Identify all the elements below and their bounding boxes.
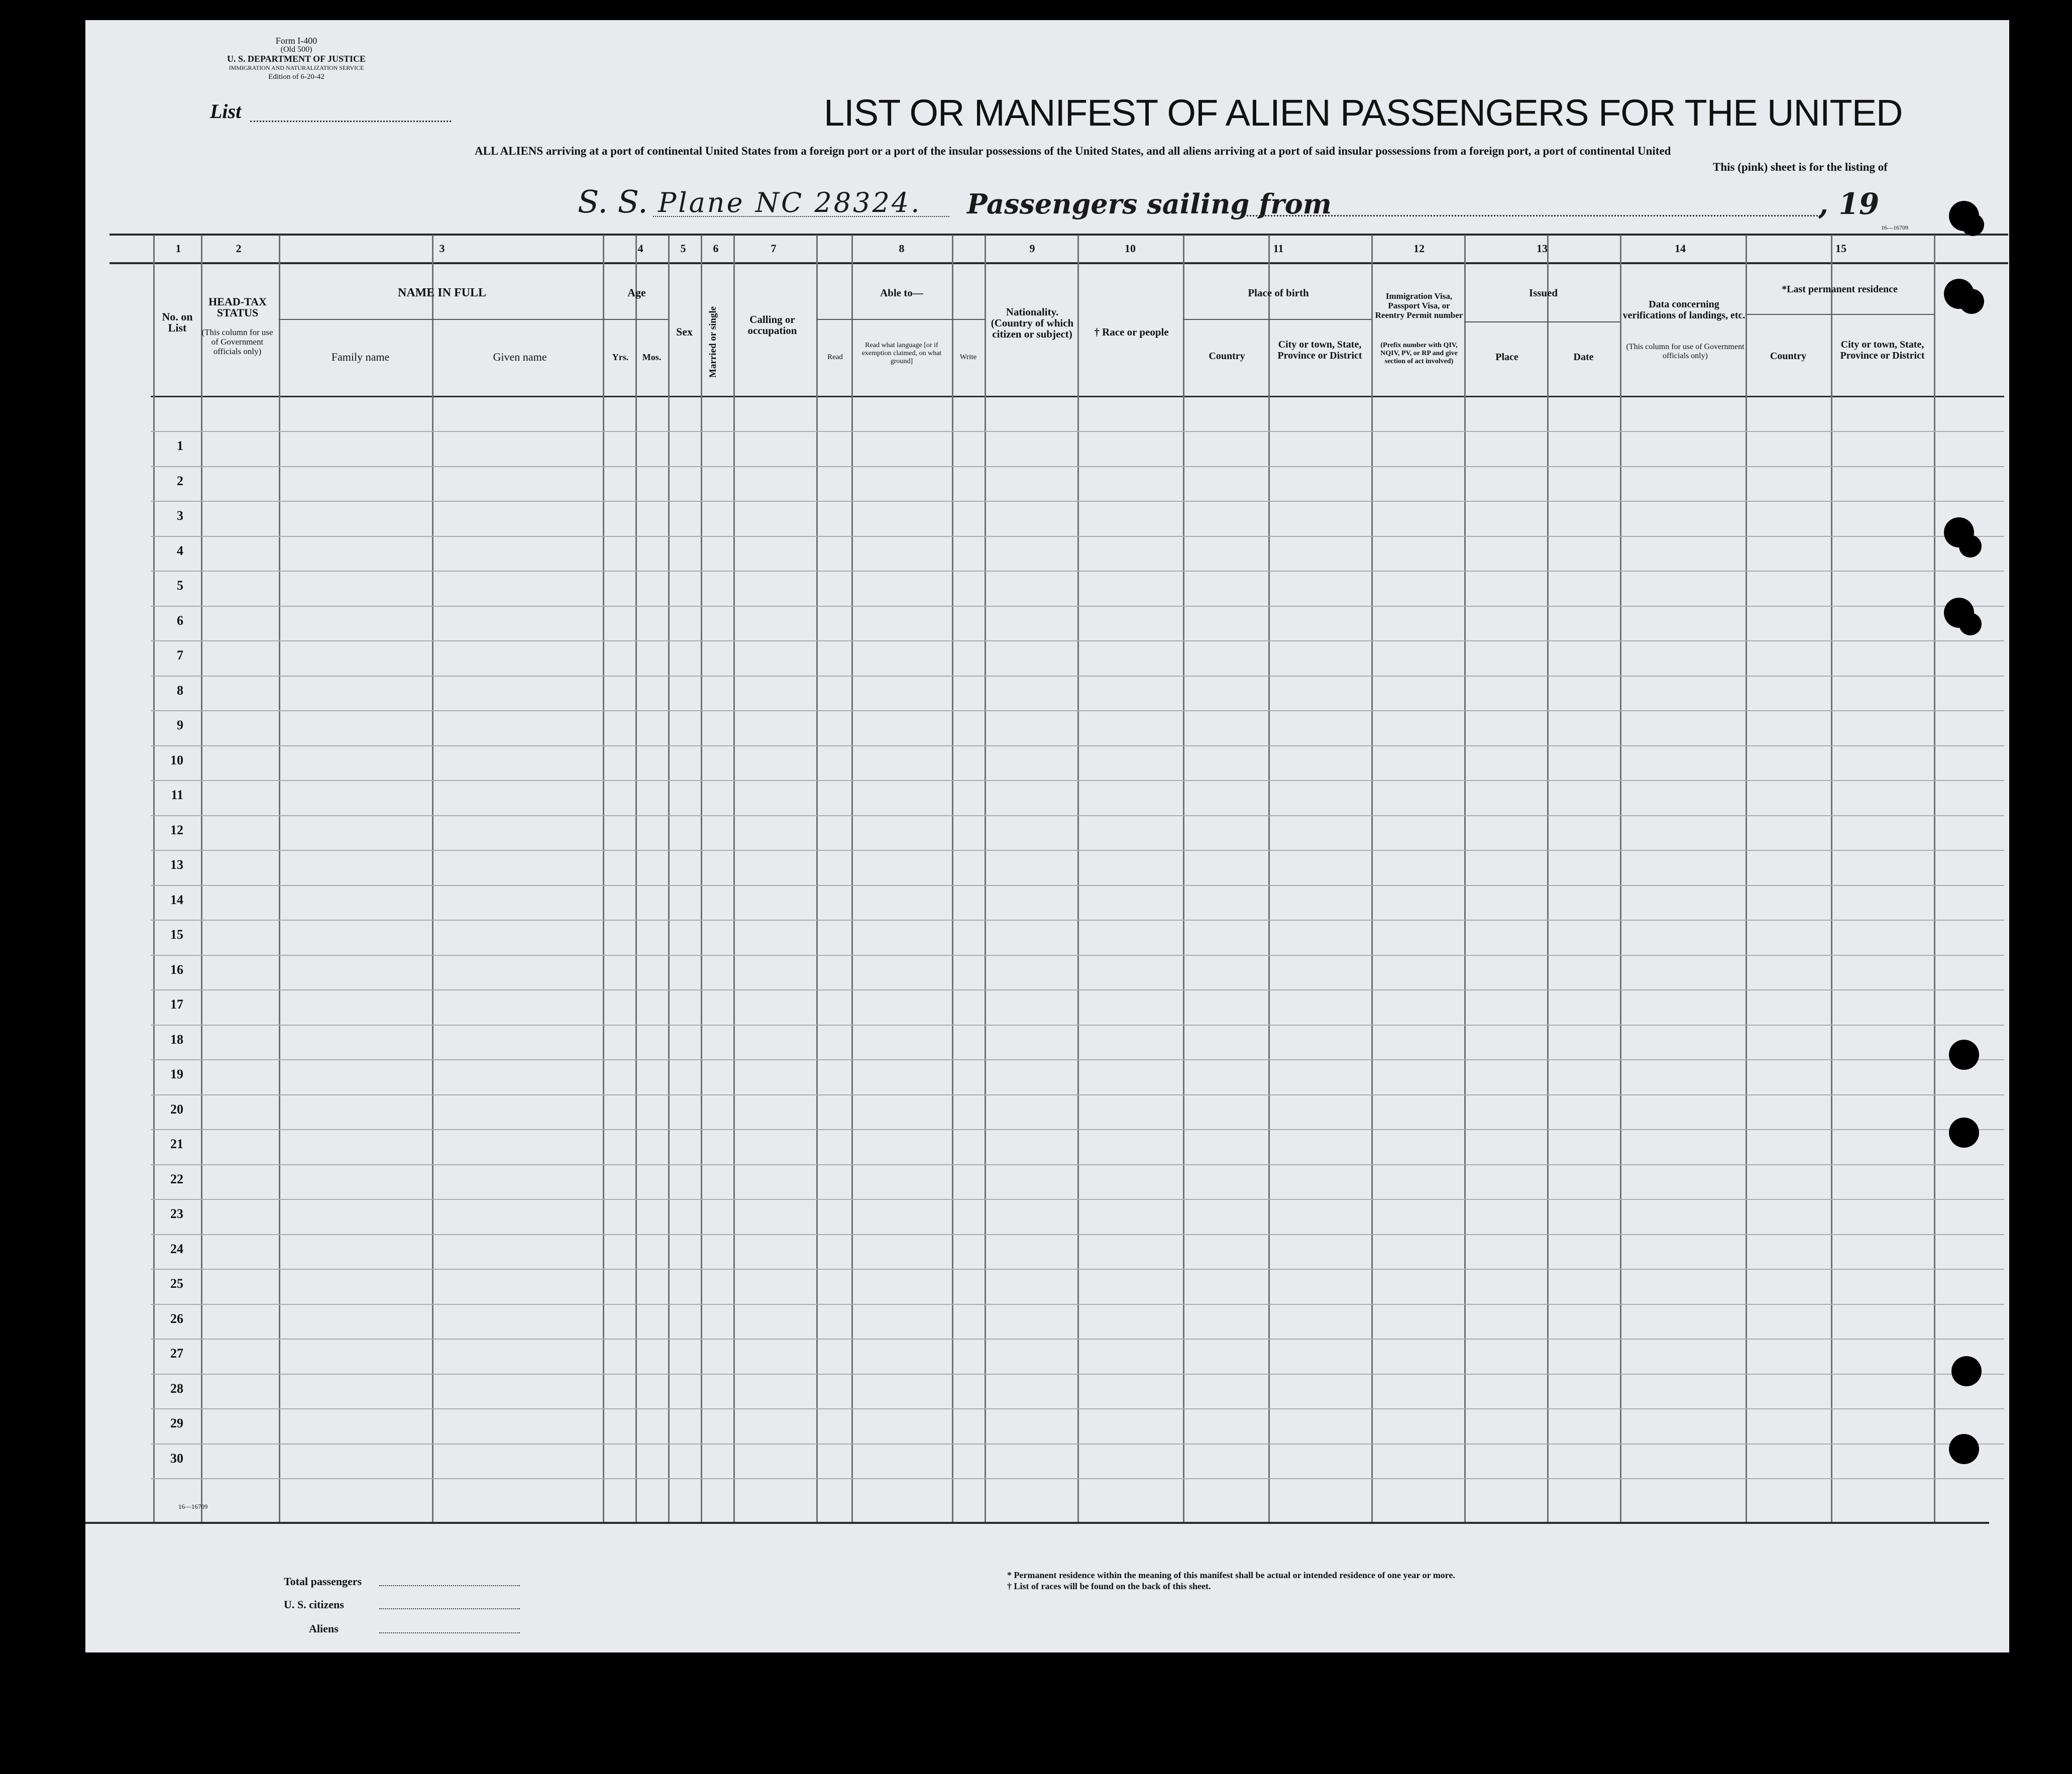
column-rule <box>1831 235 1832 1522</box>
table-top-border <box>110 234 2008 236</box>
column-rule <box>851 235 853 1522</box>
col-num-3: 3 <box>439 242 445 255</box>
column-rule <box>1934 235 1935 1522</box>
form-number: Form I-400 <box>275 36 317 46</box>
header-race: † Race or people <box>1094 326 1169 338</box>
row-number: 1 <box>177 438 183 453</box>
row-rule <box>151 920 2004 921</box>
row-number: 30 <box>170 1451 183 1466</box>
row-rule <box>151 1374 2004 1375</box>
row-rule <box>151 1478 2004 1479</box>
col-num-14: 14 <box>1675 242 1686 255</box>
header-issued-place: Place <box>1495 352 1518 363</box>
sailing-from-line <box>1243 215 1821 216</box>
manifest-title: LIST OR MANIFEST OF ALIEN PASSENGERS FOR THE UNITED <box>824 92 1903 134</box>
col-num-9: 9 <box>1029 242 1035 255</box>
row-number: 22 <box>170 1171 183 1186</box>
form-old-number: (Old 500) <box>280 45 312 54</box>
column-rule <box>1077 235 1079 1522</box>
row-rule <box>151 606 2004 607</box>
header-nationality: Nationality. (Country of which citizen or subject) <box>991 306 1074 340</box>
column-rule <box>635 235 637 1522</box>
punch-hole <box>1949 1118 1979 1148</box>
col-num-6: 6 <box>713 242 719 255</box>
row-number: 12 <box>170 822 183 837</box>
footer-us-citizens-line <box>379 1608 520 1609</box>
row-rule <box>151 955 2004 956</box>
row-rule <box>151 1444 2004 1445</box>
row-number: 17 <box>170 997 183 1012</box>
manifest-sheet <box>85 20 2009 1652</box>
header-head-tax: HEAD-TAX STATUS <box>208 295 267 319</box>
row-rule <box>151 536 2004 537</box>
column-rule <box>201 235 202 1522</box>
column-rule <box>432 235 433 1522</box>
row-number: 18 <box>170 1032 183 1047</box>
header-given-name: Given name <box>493 351 547 363</box>
row-number: 24 <box>170 1241 183 1256</box>
punch-hole <box>1959 613 1982 635</box>
column-rule <box>1746 235 1747 1522</box>
header-sub-rule <box>1183 319 1371 320</box>
row-rule <box>151 1094 2004 1095</box>
row-rule <box>151 1269 2004 1270</box>
header-read-language: Read what language [or if exemption claimed, on what ground] <box>861 342 942 365</box>
header-issued: Issued <box>1529 287 1558 299</box>
row-rule <box>151 1199 2004 1200</box>
row-rule <box>151 1059 2004 1060</box>
row-number: 4 <box>177 543 183 558</box>
column-rule <box>668 235 670 1522</box>
row-rule <box>151 850 2004 851</box>
column-rule <box>1183 235 1184 1522</box>
header-residence-city: City or town, State, Province or District <box>1840 339 1925 361</box>
header-residence-country: Country <box>1770 351 1807 362</box>
header-verifications-note: (This column for use of Government officials only) <box>1626 343 1744 360</box>
header-no-on-list: No. on List <box>162 310 193 334</box>
service: IMMIGRATION AND NATURALIZATION SERVICE <box>229 64 364 71</box>
row-number: 23 <box>170 1206 183 1221</box>
year-label: , 19 <box>1818 187 1880 221</box>
list-label: List <box>210 100 242 123</box>
col-num-8: 8 <box>899 242 905 255</box>
footer-note-races: † List of races will be found on the back of this sheet. <box>1007 1581 1211 1591</box>
col-num-10: 10 <box>1125 242 1136 255</box>
col-num-12: 12 <box>1413 242 1425 255</box>
row-number: 5 <box>177 578 183 593</box>
row-rule <box>151 466 2004 467</box>
header-write: Write <box>959 353 977 361</box>
ship-name-line <box>653 216 949 217</box>
row-rule <box>151 1129 2004 1130</box>
row-number: 11 <box>171 788 183 802</box>
row-rule <box>151 989 2004 990</box>
header-visa-note: (Prefix number with QIV, NQIV, PV, or RP and give section of act involved) <box>1380 342 1458 365</box>
footer-note-permanent-residence: * Permanent residence within the meaning of this manifest shall be actual or intended residence of one year or more. <box>1007 1570 1455 1580</box>
row-number: 3 <box>177 508 183 523</box>
row-number: 8 <box>177 683 183 698</box>
row-rule <box>151 1304 2004 1305</box>
header-sub-rule <box>1464 321 1620 322</box>
header-birth-country: Country <box>1209 351 1245 362</box>
row-rule <box>151 501 2004 502</box>
column-rule <box>985 235 986 1522</box>
row-rule <box>151 885 2004 886</box>
column-rule <box>1547 235 1549 1522</box>
header-place-of-birth: Place of birth <box>1248 287 1309 299</box>
header-sub-rule <box>1746 314 1934 315</box>
column-rule <box>153 235 155 1522</box>
header-birth-city: City or town, State, Province or District <box>1277 339 1362 361</box>
header-name-in-full: NAME IN FULL <box>397 286 486 299</box>
row-number: 15 <box>170 927 183 942</box>
header-verifications: Data concerning verifications of landings, etc. <box>1622 299 1746 321</box>
row-number: 14 <box>170 892 183 907</box>
col-num-7: 7 <box>771 242 777 255</box>
col-num-1: 1 <box>175 242 181 255</box>
row-number: 26 <box>170 1311 183 1326</box>
row-number: 9 <box>177 718 183 732</box>
row-number: 16 <box>170 962 183 977</box>
row-number: 28 <box>170 1381 183 1396</box>
punch-hole <box>1949 1434 1979 1464</box>
row-rule <box>151 431 2004 432</box>
header-age: Age <box>627 286 646 299</box>
column-rule <box>952 235 953 1522</box>
department: U. S. DEPARTMENT OF JUSTICE <box>227 54 366 64</box>
punch-hole <box>1951 1356 1982 1386</box>
column-rule <box>701 235 702 1522</box>
row-number: 7 <box>177 648 183 662</box>
col-num-5: 5 <box>680 242 686 255</box>
column-rule <box>1620 235 1621 1522</box>
row-rule <box>151 571 2004 572</box>
list-blank-line <box>250 121 451 122</box>
column-rule <box>279 235 280 1522</box>
header-able-to: Able to— <box>880 287 923 299</box>
row-number: 27 <box>170 1346 183 1361</box>
header-read: Read <box>827 353 843 361</box>
row-rule <box>151 1234 2004 1235</box>
row-rule <box>151 815 2004 816</box>
sailing-from-label: Passengers sailing from <box>967 188 1332 220</box>
row-number: 19 <box>170 1067 183 1081</box>
table-header-divider <box>110 262 2008 264</box>
punch-hole <box>1959 289 1984 314</box>
col-num-11: 11 <box>1273 242 1284 255</box>
subtitle-line-2: This (pink) sheet is for the listing of <box>1713 161 1888 173</box>
header-head-tax-note: (This column for use of Government officials only) <box>201 327 273 356</box>
col-num-15: 15 <box>1835 242 1846 255</box>
header-married-or-single: Married or single <box>708 306 718 378</box>
footer-aliens-line <box>379 1632 520 1633</box>
row-rule <box>151 1408 2004 1409</box>
row-rule <box>151 1025 2004 1026</box>
punch-hole <box>1949 1040 1979 1070</box>
row-number: 21 <box>170 1137 183 1151</box>
footer-us-citizens: U. S. citizens <box>284 1598 344 1611</box>
row-number: 13 <box>170 857 183 872</box>
column-rule <box>1268 235 1270 1522</box>
header-visa-number: Immigration Visa, Passport Visa, or Reentry Permit number <box>1375 291 1463 320</box>
header-age-yrs: Yrs. <box>612 352 629 362</box>
row-number: 2 <box>177 473 183 488</box>
row-number: 25 <box>170 1276 183 1291</box>
footer-aliens: Aliens <box>309 1622 339 1635</box>
form-edition: Edition of 6-20-42 <box>268 73 324 81</box>
row-rule <box>151 1339 2004 1340</box>
column-rule <box>816 235 818 1522</box>
row-number: 6 <box>177 613 183 628</box>
column-rule <box>1371 235 1373 1522</box>
header-last-residence: *Last permanent residence <box>1782 284 1898 295</box>
header-calling-occupation: Calling or occupation <box>747 313 797 337</box>
col-num-13: 13 <box>1537 242 1548 255</box>
row-rule <box>151 780 2004 781</box>
column-rule <box>603 235 604 1522</box>
row-rule <box>151 640 2004 641</box>
col-num-4: 4 <box>637 242 643 255</box>
row-rule <box>151 710 2004 711</box>
header-sex: Sex <box>676 325 693 338</box>
row-rule <box>151 676 2004 677</box>
print-code-bottom: 16—16709 <box>178 1503 208 1510</box>
ship-prefix: S. S. <box>578 183 648 220</box>
header-sub-rule <box>816 319 985 320</box>
row-number: 20 <box>170 1101 183 1117</box>
table-bottom-border <box>85 1522 1989 1524</box>
punch-hole <box>1961 213 1984 236</box>
row-rule <box>151 745 2004 746</box>
row-number: 29 <box>170 1416 183 1430</box>
header-sub-rule <box>603 319 668 320</box>
header-age-mos: Mos. <box>642 352 662 362</box>
print-code-right: 16—16709 <box>1881 224 1908 231</box>
punch-hole <box>1959 535 1982 558</box>
column-rule <box>1464 235 1466 1522</box>
col-num-2: 2 <box>236 242 242 255</box>
ship-name: Plane NC 28324. <box>658 187 922 218</box>
header-family-name: Family name <box>331 351 390 363</box>
footer-total-passengers: Total passengers <box>284 1575 362 1588</box>
row-rule <box>151 1164 2004 1165</box>
column-rule <box>733 235 735 1522</box>
row-number: 10 <box>170 752 183 767</box>
footer-total-passengers-line <box>379 1585 520 1586</box>
subtitle-line-1: ALL ALIENS arriving at a port of continental United States from a foreign port or a port of the insular possessions of the United States, and all aliens arriving at a port of said insular possessions from a foreign port, a port of continental United <box>475 145 1671 157</box>
header-issued-date: Date <box>1573 352 1594 363</box>
form-id-block <box>196 36 397 81</box>
